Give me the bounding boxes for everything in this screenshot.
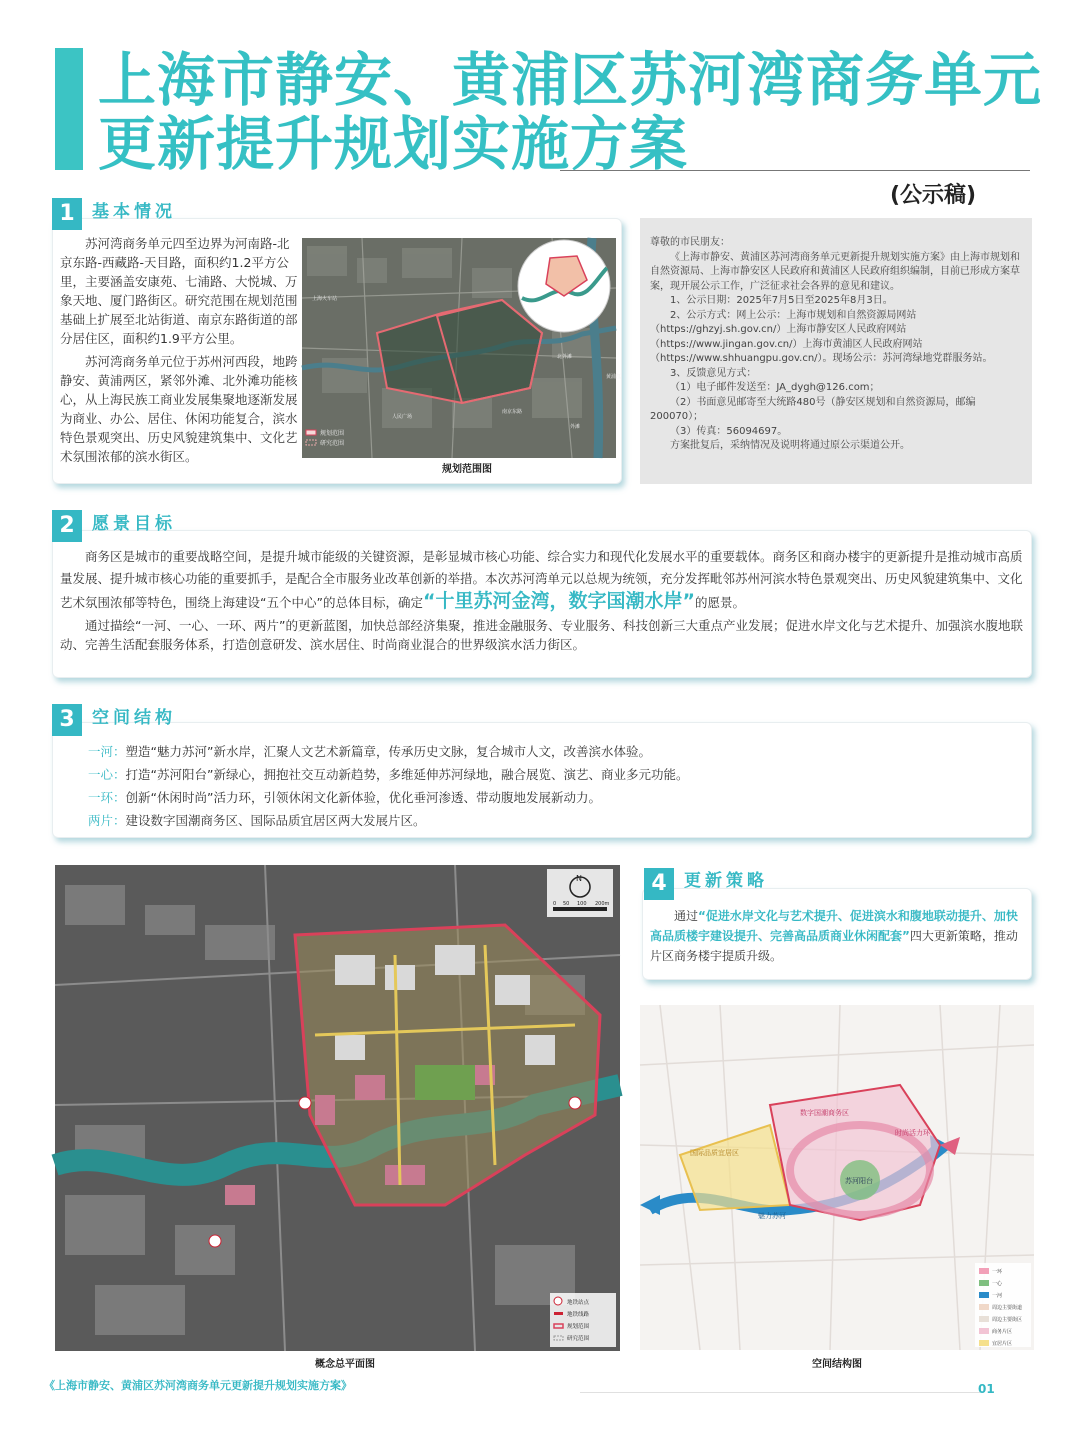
notice-item-2c: （https://www.jingan.gov.cn/）上海市黄浦区人民政府网站: [650, 338, 923, 350]
map-legend-research: 研究范围: [320, 440, 345, 447]
label-livable-zone: 国际品质宜居区: [690, 1149, 739, 1157]
structure-legend-livable: 宜居片区: [992, 1341, 1013, 1347]
title-accent-bar: [55, 48, 83, 170]
masterplan-legend-station: 地铁站点: [567, 1300, 590, 1306]
title-line-2: 更新提升规划实施方案: [98, 110, 689, 178]
notice-item-3b: （2）书面意见邮寄至大统路480号（静安区规划和自然资源局，邮编200070）；: [650, 396, 976, 422]
map-label-station: 上海火车站: [312, 296, 338, 302]
section4-title: 更新策略: [684, 871, 768, 891]
masterplan-legend-planning: 规划范围: [567, 1324, 590, 1330]
masterplan-legend-research: 研究范围: [567, 1336, 590, 1342]
structure-text-ring: 创新“休闲时尚”活力环，引领休闲文化新体验，优化垂河渗透、带动腹地发展新动力。: [125, 790, 601, 805]
section4-post: 四大更新策略，推动片区商务楼宇提质升级。: [650, 929, 1018, 963]
section2-para1: [60, 546, 1025, 614]
section2-text: [60, 546, 1025, 654]
masterplan-svg: [55, 865, 620, 1351]
map-label-nanjing-road: 南京东路: [502, 409, 523, 415]
footer-divider: [580, 1392, 980, 1393]
structure-item-river: [88, 740, 1018, 763]
structure-key-river: 一河：: [88, 744, 126, 759]
section1-title: 基本情况: [92, 202, 176, 222]
structure-legend-streets: 周边主要街道: [992, 1305, 1023, 1311]
title-line-1: 上海市静安、黄浦区苏河湾商务单元: [98, 46, 1043, 114]
section3-title: 空间结构: [92, 708, 176, 728]
concept-masterplan: [55, 865, 620, 1351]
section2-para2: 通过描绘“一河、一心、一环、两片”的更新蓝图，加快总部经济集聚，推进金融服务、专业服务、科技创新三大重点产业发展；促进水岸文化与艺术提升、加强滨水腹地联动、完善生活配套服务体系，打造创意研发、滨水居住、时尚商业混合的世界级滨水活力街区。: [60, 618, 1023, 652]
notice-closing: 方案批复后，采纳情况及说明将通过原公示渠道公开。: [670, 440, 910, 451]
structure-map-caption: 空间结构图: [812, 1359, 862, 1370]
planning-range-map: [302, 238, 622, 458]
scale-label-0: 0: [553, 901, 557, 907]
structure-item-heart: [88, 763, 1018, 786]
scale-label-100: 100: [577, 901, 587, 907]
masterplan-caption: 概念总平面图: [315, 1359, 375, 1370]
vision-slogan: “十里苏河金湾，数字国潮水岸”: [422, 590, 695, 612]
structure-text-zones: 建设数字国潮商务区、国际品质宜居区两大发展片区。: [125, 813, 426, 828]
label-digital-zone: 数字国潮商务区: [800, 1109, 849, 1117]
section1-text: [60, 234, 300, 466]
notice-item-2d: （https://www.shhuangpu.gov.cn/）。现场公示：苏河湾绿地党群服务站。: [650, 353, 993, 364]
section2-para1-pre: 商务区是城市的重要战略空间，是提升城市能级的关键资源，是彰显城市核心功能、综合实力和现代化发展水平的重要载体。商务区和商办楼宇的更新提升是推动城市高质量发展、提升城市核心功能的重要抓手，是配合全市服务业改革创新的举措。本次苏河湾单元以总规为统领，充分发挥毗邻苏州河滨水特色景观突出、历史风貌建筑集中、文化艺术氛围浓郁等特色，围绕上海建设“五个中心”的总体目标，确定: [60, 549, 1023, 610]
title-divider: [560, 170, 1030, 171]
notice-item-3a: （1）电子邮件发送至：JA_dygh@126.com；: [670, 382, 880, 393]
structure-legend-river: 一河: [992, 1293, 1003, 1299]
masterplan-legend-line: 地铁线路: [567, 1312, 590, 1318]
section2-para1-post: 的愿景。: [694, 595, 745, 610]
section4-number: 4: [644, 868, 674, 900]
section1-para1: 苏河湾商务单元四至边界为河南路-北京东路-西藏路-天目路，面积约1.2平方公里，主要涵盖安康苑、七浦路、大悦城、万象天地、厦门路街区。研究范围在规划范围基础上扩展至北站街道、南京东路街道的部分居住区，面积约1.9平方公里。: [60, 236, 298, 346]
structure-key-ring: 一环：: [88, 790, 126, 805]
notice-intro: 《上海市静安、黄浦区苏河湾商务单元更新提升规划实施方案》由上海市规划和自然资源局、上海市静安区人民政府和黄浦区人民政府组织编制，目前已形成方案草案，现开展公示工作，广泛征求社会各界的意见和建议。: [650, 251, 1020, 292]
section4-pre: 通过: [674, 909, 699, 923]
map-legend-planning: 规划范围: [320, 430, 345, 437]
structure-legend-heart: 一心: [992, 1281, 1003, 1287]
structure-map-svg: [640, 1005, 1034, 1350]
section4-text: [650, 906, 1028, 966]
page-number: 01: [978, 1382, 995, 1396]
notice-item-3c: （3）传真：56094697。: [670, 425, 788, 437]
planning-map-caption: 规划范围图: [442, 464, 492, 475]
planning-range-map-svg: [302, 238, 622, 458]
structure-key-zones: 两片：: [88, 813, 126, 828]
structure-text-heart: 打造“苏河阳台”新绿心，拥抱社交互动新趋势，多维延伸苏河绿地，融合展览、演艺、商业多元功能。: [125, 767, 689, 782]
structure-legend-business: 商务片区: [992, 1329, 1013, 1335]
structure-list: [88, 740, 1018, 832]
section1-number: 1: [52, 198, 82, 230]
label-fashion-ring: 时尚活力环: [895, 1129, 930, 1137]
scale-label-50: 50: [563, 901, 570, 907]
section3-number: 3: [52, 704, 82, 736]
status-label: (公示稿): [890, 183, 977, 208]
compass-north: N: [576, 874, 582, 883]
map-label-huangpu-river: 黄浦江: [606, 374, 622, 380]
structure-item-ring: [88, 786, 1018, 809]
public-notice: [640, 218, 1032, 484]
section4-strategies: “促进水岸文化与艺术提升、促进滨水和腹地联动提升、加快高品质楼宇建设提升、完善高品质商业休闲配套”: [650, 909, 1018, 943]
structure-legend-blocks: 周边主要街区: [992, 1317, 1023, 1323]
section2-number: 2: [52, 510, 82, 542]
map-label-bund: 外滩: [570, 424, 581, 430]
notice-item-2b: （https://ghzyj.sh.gov.cn/）上海市静安区人民政府网站: [650, 324, 907, 335]
structure-key-heart: 一心：: [88, 767, 126, 782]
map-label-peoples-square: 人民广场: [392, 414, 413, 420]
notice-item-2a: 2、公示方式：网上公示：上海市规划和自然资源局网站: [670, 309, 917, 321]
label-suhe-balcony: 苏河阳台: [845, 1177, 873, 1185]
notice-item-1: 1、公示日期：2025年7月5日至2025年8月3日。: [670, 295, 893, 306]
notice-item-3: 3、反馈意见方式：: [670, 367, 757, 379]
section2-title: 愿景目标: [92, 514, 176, 534]
structure-legend-ring: 一环: [992, 1269, 1003, 1275]
notice-greeting: 尊敬的市民朋友：: [650, 237, 730, 248]
section1-para2: 苏河湾商务单元位于苏州河西段，地跨静安、黄浦两区，紧邻外滩、北外滩功能核心，从上海民族工商业发展集聚地逐渐发展为商业、办公、居住、休闲功能复合，滨水特色景观突出、历史风貌建筑集中、文化艺术氛围浓郁的滨水街区。: [60, 354, 298, 464]
footer-doc-title: 《上海市静安、黄浦区苏河湾商务单元更新提升规划实施方案》: [44, 1379, 352, 1392]
spatial-structure-map: [640, 1005, 1034, 1350]
label-charm-river: 魅力苏河: [758, 1212, 786, 1220]
map-label-north-bund: 北外滩: [557, 354, 573, 360]
structure-item-zones: [88, 809, 1018, 832]
scale-label-200: 200m: [595, 901, 610, 907]
page-title: [98, 48, 1048, 176]
structure-text-river: 塑造“魅力苏河”新水岸，汇聚人文艺术新篇章，传承历史文脉，复合城市人文，改善滨水体验。: [125, 744, 651, 759]
